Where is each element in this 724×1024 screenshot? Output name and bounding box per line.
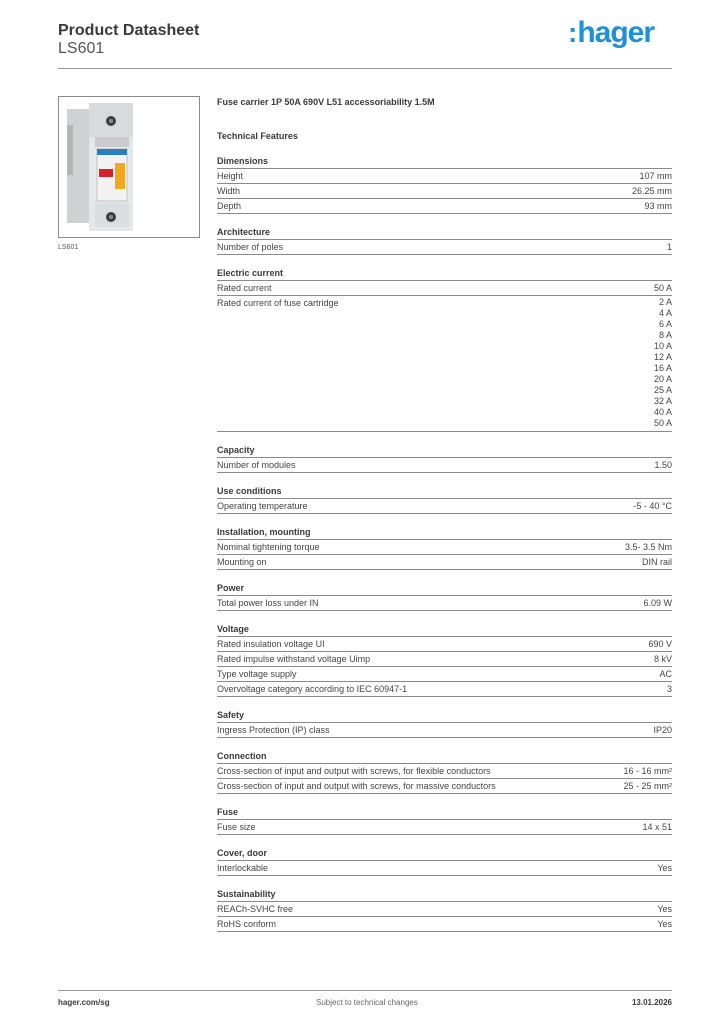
spec-row	[217, 861, 672, 876]
spec-label: Total power loss under IN	[217, 598, 319, 608]
spec-value-item: 16 A	[653, 363, 672, 373]
spec-label: Number of modules	[217, 460, 296, 470]
spec-label: Overvoltage category according to IEC 60947-1	[217, 684, 408, 694]
spec-section	[217, 623, 672, 697]
spec-value	[654, 296, 672, 431]
footer-website[interactable]: hager.com/sg	[58, 998, 110, 1007]
section-title: Cover, door	[217, 847, 672, 861]
spec-label: Rated current	[217, 283, 272, 293]
spec-label: REACh-SVHC free	[217, 904, 294, 914]
spec-section	[217, 847, 672, 876]
fuse-carrier-product-photo	[59, 97, 199, 237]
spec-section	[217, 485, 672, 514]
spec-sections	[217, 155, 672, 932]
hager-logo: :hager	[568, 16, 655, 49]
spec-label: Rated insulation voltage UI	[217, 639, 325, 649]
spec-row	[217, 637, 672, 652]
spec-value: IP20	[653, 725, 672, 735]
spec-value-item: 12 A	[653, 352, 672, 362]
spec-value: 50 A	[653, 283, 672, 293]
spec-label: Operating temperature	[217, 501, 308, 511]
section-title: Fuse	[217, 806, 672, 820]
spec-row	[217, 540, 672, 555]
spec-label: Rated current of fuse cartridge	[217, 298, 339, 308]
spec-label: Width	[217, 186, 241, 196]
spec-value: 14 x 51	[642, 822, 672, 832]
section-title: Use conditions	[217, 485, 672, 499]
spec-section	[217, 709, 672, 738]
spec-row	[217, 499, 672, 514]
spec-value-item: 4 A	[658, 308, 672, 318]
spec-value-item: 8 A	[658, 330, 672, 340]
spec-content	[217, 95, 672, 932]
spec-value-item: 50 A	[653, 418, 672, 428]
spec-row	[217, 281, 672, 296]
spec-row	[217, 240, 672, 255]
spec-value: 93 mm	[644, 201, 672, 211]
spec-section	[217, 526, 672, 570]
spec-value-item: 6 A	[658, 319, 672, 329]
spec-label: Cross-section of input and output with screws, for massive conductors	[217, 781, 496, 791]
spec-row	[217, 764, 672, 779]
spec-section	[217, 582, 672, 611]
footer-date: 13.01.2026	[631, 998, 672, 1007]
spec-section	[217, 267, 672, 432]
spec-label: Cross-section of input and output with screws, for flexible conductors	[217, 766, 491, 776]
spec-section	[217, 806, 672, 835]
spec-label: RoHS conform	[217, 919, 277, 929]
technical-features-heading: Technical Features	[217, 131, 298, 141]
product-title: Fuse carrier 1P 50A 690V L51 accessoriability 1.5M	[217, 97, 435, 107]
spec-value-item: 40 A	[653, 407, 672, 417]
footer-notice: Subject to technical changes	[316, 998, 418, 1007]
spec-label: Interlockable	[217, 863, 269, 873]
spec-row	[217, 199, 672, 214]
spec-label: Rated impulse withstand voltage Uimp	[217, 654, 371, 664]
header-divider	[58, 68, 672, 69]
spec-label: Type voltage supply	[217, 669, 297, 679]
footer-divider	[58, 990, 672, 991]
spec-row	[217, 667, 672, 682]
section-title: Dimensions	[217, 155, 672, 169]
spec-value: Yes	[657, 863, 672, 873]
section-title: Power	[217, 582, 672, 596]
product-photo	[58, 96, 200, 238]
spec-row	[217, 184, 672, 199]
section-title: Connection	[217, 750, 672, 764]
spec-row	[217, 902, 672, 917]
section-title: Architecture	[217, 226, 672, 240]
spec-label: Mounting on	[217, 557, 267, 567]
spec-section	[217, 750, 672, 794]
section-title: Electric current	[217, 267, 672, 281]
spec-value: AC	[659, 669, 672, 679]
spec-value-item: 25 A	[653, 385, 672, 395]
spec-value: Yes	[657, 919, 672, 929]
spec-value: 107 mm	[639, 171, 672, 181]
spec-row	[217, 682, 672, 697]
spec-value: 3.5- 3.5 Nm	[624, 542, 672, 552]
section-title: Capacity	[217, 444, 672, 458]
spec-value: DIN rail	[641, 557, 672, 567]
section-title: Safety	[217, 709, 672, 723]
spec-value: -5 - 40 °C	[633, 501, 672, 511]
spec-label: Height	[217, 171, 244, 181]
spec-row	[217, 458, 672, 473]
spec-value: 690 V	[648, 639, 672, 649]
spec-label: Nominal tightening torque	[217, 542, 320, 552]
spec-value: 26.25 mm	[631, 186, 672, 196]
spec-value: 16 - 16 mm²	[623, 766, 672, 776]
spec-label: Number of poles	[217, 242, 284, 252]
photo-caption: LS601	[58, 244, 79, 251]
spec-row	[217, 779, 672, 794]
spec-value: 6.09 W	[643, 598, 672, 608]
spec-row	[217, 652, 672, 667]
spec-row	[217, 296, 672, 432]
section-title: Installation, mounting	[217, 526, 672, 540]
spec-row	[217, 820, 672, 835]
spec-value-item: 20 A	[653, 374, 672, 384]
spec-value: 8 kV	[653, 654, 672, 664]
spec-label: Ingress Protection (IP) class	[217, 725, 330, 735]
spec-row	[217, 555, 672, 570]
spec-value: Yes	[657, 904, 672, 914]
spec-section	[217, 155, 672, 214]
product-code: LS601	[58, 40, 105, 57]
spec-label: Depth	[217, 201, 242, 211]
spec-value: 1.50	[654, 460, 672, 470]
spec-value-item: 2 A	[658, 297, 672, 307]
spec-row	[217, 917, 672, 932]
page-title: Product Datasheet	[58, 22, 200, 39]
spec-row	[217, 169, 672, 184]
spec-row	[217, 723, 672, 738]
spec-value-item: 32 A	[653, 396, 672, 406]
spec-section	[217, 888, 672, 932]
section-title: Voltage	[217, 623, 672, 637]
section-title: Sustainability	[217, 888, 672, 902]
spec-value: 3	[666, 684, 672, 694]
spec-value-item: 10 A	[653, 341, 672, 351]
spec-section	[217, 226, 672, 255]
spec-label: Fuse size	[217, 822, 256, 832]
spec-value: 1	[666, 242, 672, 252]
spec-row	[217, 596, 672, 611]
spec-section	[217, 444, 672, 473]
spec-value: 25 - 25 mm²	[623, 781, 672, 791]
